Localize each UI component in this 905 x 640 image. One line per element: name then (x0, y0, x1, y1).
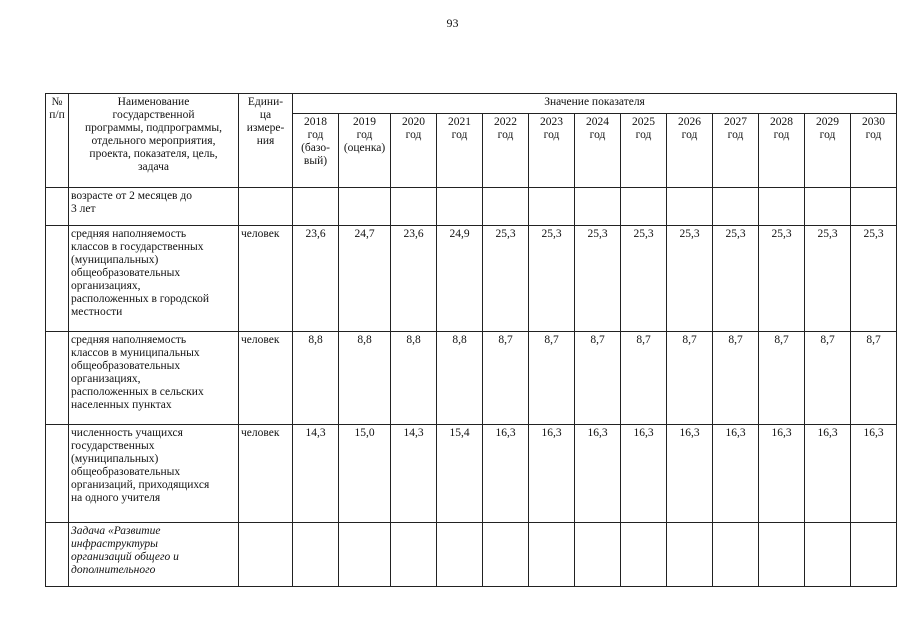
table-row (46, 523, 897, 587)
row-name-cell (69, 226, 239, 332)
value-cell (621, 523, 667, 587)
value-cell: 8,8 (437, 332, 483, 425)
table-row (46, 188, 897, 226)
text-line: год (865, 129, 882, 141)
text-line: организациях, (71, 280, 141, 292)
text-line: 2027 (724, 116, 747, 128)
text-line: год (727, 129, 744, 141)
text-line: год (497, 129, 514, 141)
value-cell (339, 188, 391, 226)
value-cell: 25,3 (575, 226, 621, 332)
value-cell: 8,8 (293, 332, 339, 425)
text-line: год (681, 129, 698, 141)
row-num-cell (46, 188, 69, 226)
value-cell: 23,6 (391, 226, 437, 332)
text-line: Задача «Развитие (71, 525, 161, 537)
value-cell: 14,3 (391, 425, 437, 523)
value-cell (529, 188, 575, 226)
row-num-cell (46, 332, 69, 425)
value-cell: 8,7 (575, 332, 621, 425)
value-cell: 25,3 (713, 226, 759, 332)
text-line: 3 лет (71, 203, 96, 215)
text-line: возрасте от 2 месяцев до (71, 190, 192, 202)
text-line: численность учащихся (71, 427, 183, 439)
text-line: (муниципальных) (71, 453, 159, 465)
row-unit-cell (239, 188, 293, 226)
value-cell (667, 188, 713, 226)
text-line: ния (256, 135, 275, 147)
value-cell: 16,3 (713, 425, 759, 523)
value-cell (713, 523, 759, 587)
value-cell (437, 188, 483, 226)
header-year-2029 (805, 114, 851, 188)
text-line: организаций, приходящихся (71, 479, 210, 491)
header-year-2020 (391, 114, 437, 188)
text-line: средняя наполняемость (71, 334, 187, 346)
value-cell: 8,7 (759, 332, 805, 425)
text-line: 2024 (586, 116, 609, 128)
header-year-2024 (575, 114, 621, 188)
text-line: на одного учителя (71, 492, 161, 504)
header-year-2022 (483, 114, 529, 188)
table-row (46, 425, 897, 523)
value-cell: 8,7 (713, 332, 759, 425)
value-cell: 16,3 (851, 425, 897, 523)
text-line: классов в государственных (71, 241, 204, 253)
table-body (46, 94, 897, 587)
header-year-2028 (759, 114, 805, 188)
value-cell: 25,3 (759, 226, 805, 332)
value-cell: 16,3 (621, 425, 667, 523)
value-cell: 15,4 (437, 425, 483, 523)
text-line: инфраструктуры (71, 538, 158, 550)
value-cell (851, 188, 897, 226)
text-line: отдельного мероприятия, (91, 135, 216, 147)
text-line: 2026 (678, 116, 701, 128)
text-line: 2023 (540, 116, 563, 128)
value-cell (759, 188, 805, 226)
value-cell (391, 188, 437, 226)
header-name (69, 94, 239, 188)
value-cell: 25,3 (851, 226, 897, 332)
value-cell: 23,6 (293, 226, 339, 332)
value-cell: 8,8 (339, 332, 391, 425)
value-cell (805, 188, 851, 226)
header-year-2026 (667, 114, 713, 188)
header-year-2018 (293, 114, 339, 188)
value-cell: 8,7 (529, 332, 575, 425)
text-line: ца (259, 109, 272, 121)
value-cell: 16,3 (805, 425, 851, 523)
row-unit-cell (239, 523, 293, 587)
value-cell (339, 523, 391, 587)
value-cell: 25,3 (529, 226, 575, 332)
text-line: дополнительного (71, 564, 156, 576)
value-cell (575, 523, 621, 587)
header-row-1 (46, 94, 897, 114)
text-line: 2020 (402, 116, 425, 128)
value-cell (713, 188, 759, 226)
value-cell (483, 188, 529, 226)
text-line: (базо- (301, 142, 330, 154)
row-name-cell (69, 523, 239, 587)
row-num-cell (46, 425, 69, 523)
row-unit-cell: человек (239, 425, 293, 523)
text-line: организаций общего и (71, 551, 179, 563)
table-row (46, 226, 897, 332)
text-line: населенных пунктах (71, 399, 172, 411)
value-cell (293, 188, 339, 226)
row-name-cell (69, 188, 239, 226)
row-unit-cell: человек (239, 226, 293, 332)
text-line: год (451, 129, 468, 141)
text-line: организациях, (71, 373, 141, 385)
row-unit-cell: человек (239, 332, 293, 425)
value-cell: 16,3 (529, 425, 575, 523)
text-line: год (819, 129, 836, 141)
value-cell: 16,3 (667, 425, 713, 523)
text-line: проекта, показателя, цель, (89, 148, 218, 160)
text-line: государственных (71, 440, 155, 452)
value-cell (805, 523, 851, 587)
text-line: государственной (112, 109, 195, 121)
header-year-2023 (529, 114, 575, 188)
text-line: измере- (246, 122, 285, 134)
value-cell: 8,7 (667, 332, 713, 425)
page-number: 93 (446, 16, 459, 30)
text-line: год (773, 129, 790, 141)
text-line: вый) (303, 155, 328, 167)
value-cell (667, 523, 713, 587)
header-value-group: Значение показателя (293, 94, 897, 114)
text-line: (муниципальных) (71, 254, 159, 266)
header-year-2021 (437, 114, 483, 188)
value-cell: 8,7 (805, 332, 851, 425)
text-line: общеобразовательных (71, 466, 181, 478)
row-name-cell (69, 332, 239, 425)
text-line: Наименование (117, 96, 190, 108)
value-cell: 16,3 (759, 425, 805, 523)
header-year-2019 (339, 114, 391, 188)
text-line: год (635, 129, 652, 141)
table-row (46, 332, 897, 425)
text-line: средняя наполняемость (71, 228, 187, 240)
text-line: программы, подпрограммы, (84, 122, 223, 134)
value-cell (759, 523, 805, 587)
value-cell (293, 523, 339, 587)
value-cell: 16,3 (483, 425, 529, 523)
value-cell: 15,0 (339, 425, 391, 523)
text-line: год (405, 129, 422, 141)
value-cell: 25,3 (621, 226, 667, 332)
text-line: задача (137, 161, 170, 173)
value-cell: 25,3 (483, 226, 529, 332)
text-line: расположенных в городской (71, 293, 209, 305)
header-year-2030 (851, 114, 897, 188)
text-line: 2028 (770, 116, 793, 128)
text-line: 2025 (632, 116, 655, 128)
text-line: классов в муниципальных (71, 347, 200, 359)
text-line: расположенных в сельских (71, 386, 204, 398)
value-cell (483, 523, 529, 587)
row-num-cell (46, 523, 69, 587)
value-cell (529, 523, 575, 587)
value-cell: 8,8 (391, 332, 437, 425)
value-cell (437, 523, 483, 587)
text-line: 2019 (353, 116, 376, 128)
text-line: (оценка) (343, 142, 386, 154)
text-line: 2021 (448, 116, 471, 128)
value-cell: 25,3 (805, 226, 851, 332)
value-cell (391, 523, 437, 587)
value-cell: 24,7 (339, 226, 391, 332)
value-cell (851, 523, 897, 587)
text-line: общеобразовательных (71, 267, 181, 279)
text-line: 2022 (494, 116, 517, 128)
header-num: № п/п (46, 94, 69, 188)
header-year-2027 (713, 114, 759, 188)
value-cell: 24,9 (437, 226, 483, 332)
text-line: местности (71, 306, 123, 318)
value-cell (621, 188, 667, 226)
text-line: год (589, 129, 606, 141)
text-line: 2029 (816, 116, 839, 128)
row-name-cell (69, 425, 239, 523)
text-line: Едини- (247, 96, 284, 108)
text-line: год (543, 129, 560, 141)
value-cell: 14,3 (293, 425, 339, 523)
value-cell: 25,3 (667, 226, 713, 332)
value-cell: 8,7 (621, 332, 667, 425)
value-cell (575, 188, 621, 226)
text-line: год (356, 129, 373, 141)
text-line: общеобразовательных (71, 360, 181, 372)
text-line: 2018 (304, 116, 327, 128)
value-cell: 16,3 (575, 425, 621, 523)
header-year-2025 (621, 114, 667, 188)
header-unit (239, 94, 293, 188)
value-cell: 8,7 (483, 332, 529, 425)
text-line: 2030 (862, 116, 886, 128)
text-line: год (307, 129, 324, 141)
row-num-cell (46, 226, 69, 332)
indicator-table (45, 93, 897, 587)
value-cell: 8,7 (851, 332, 897, 425)
